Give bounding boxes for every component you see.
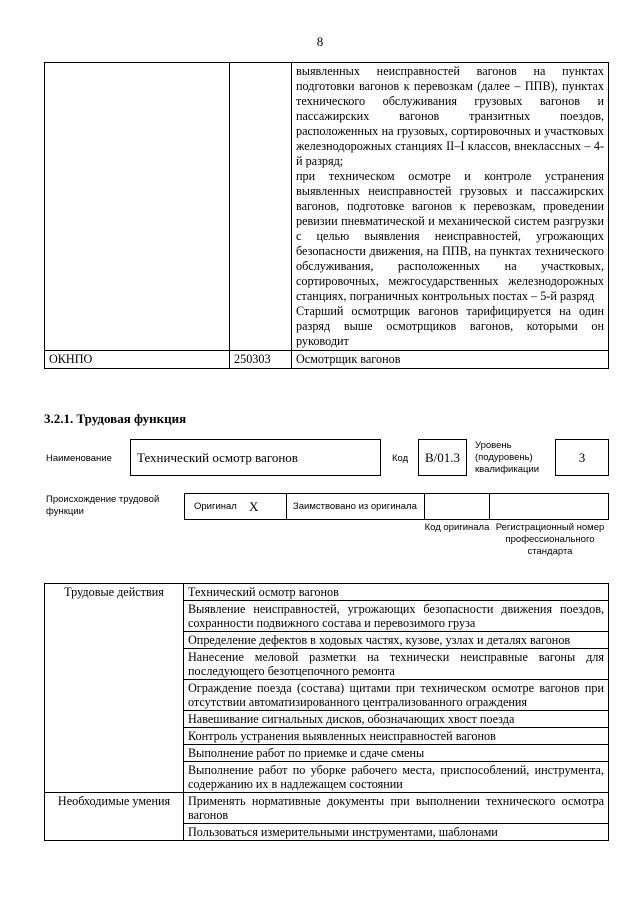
action-item: Определение дефектов в ходовых частях, кузове, узлах и деталях вагонов [184,632,609,649]
action-item: Выполнение работ по уборке рабочего места, приспособлений, инструмента, содержанию их в надлежащем состоянии [184,762,609,793]
action-item: Выявление неисправностей, угрожающих безопасности движения поездов, сохранности подвижного состава и перевозимого груза [184,601,609,632]
code-label: Код [392,453,409,464]
action-item: Выполнение работ по приемке и сдаче смены [184,745,609,762]
action-item: Навешивание сигнальных дисков, обозначающих хвост поезда [184,711,609,728]
skill-item: Применять нормативные документы при выполнении технического осмотра вагонов [184,793,609,824]
table-row [45,63,609,351]
name-box [130,439,381,476]
page-number: 8 [316,34,324,49]
skills-header: Необходимые умения [45,793,184,841]
skill-item: Пользоваться измерительными инструментами, шаблонами [184,824,609,841]
code-original-cell [424,493,490,520]
action-item: Ограждение поезда (состава) щитами при техническом осмотре вагонов при отсутствии автоматизированного централизованного ограждения [184,680,609,711]
action-item: Нанесение меловой разметки на технически неисправные вагоны для последующего безотцепочного ремонта [184,649,609,680]
borrowed-cell [286,493,425,520]
action-item: Контроль устранения выявленных неисправностей вагонов [184,728,609,745]
okpno-code: 250303 [230,351,292,369]
table-cell-empty [45,63,230,351]
code-original-caption: Код оригинала [424,522,490,533]
qualification-table [44,62,609,369]
reg-number-caption: Регистрационный номер профессионального стандарта [495,522,605,557]
description-paragraph: выявленных неисправностей вагонов на пунктах подготовки вагонов к перевозкам (далее – ППВ), пунктах технического обслуживания грузовых вагонов и пассажирских вагонов транзитных поездов, расположенных на грузовых, сортировочных и участковых железнодорожных станциях II–I классов, внеклассных – 4-й разряд; [296,64,604,168]
name-label: Наименование [46,453,112,464]
original-mark: X [249,499,259,514]
level-box [555,439,609,476]
table-row [45,793,609,824]
original-label: Оригинал [194,501,237,512]
origin-label: Происхождение трудовой функции [46,494,160,517]
description-cell [292,63,609,351]
labor-actions-table [44,583,609,841]
table-cell-empty [230,63,292,351]
description-paragraph: при техническом осмотре и контроле устранения выявленных неисправностей грузовых и пассажирских вагонов, подготовке вагонов к перевозкам, проведении ревизии пневматической и механической систем разгрузки с целью выявления неисправностей, угрожающих безопасности движения, на ППВ, на пунктах технического обслуживания, расположенных на участковых, сортировочных, межгосударственных железнодорожных станциях, пограничных контрольных постах – 5-й разряд [296,169,604,303]
reg-number-cell [489,493,609,520]
description-paragraph: Старший осмотрщик вагонов тарифицируется на один разряд выше осмотрщиков вагонов, которыми он руководит [296,304,604,348]
table-row [45,351,609,369]
section-title: 3.2.1. Трудовая функция [44,411,187,426]
borrowed-label: Заимствовано из оригинала [293,501,417,512]
code-box [418,439,467,476]
function-name: Технический осмотр вагонов [137,450,298,465]
okpno-label: ОКНПО [45,351,230,369]
level-value: 3 [578,450,586,465]
actions-header: Трудовые действия [45,584,184,793]
original-cell [184,493,287,520]
function-code: B/01.3 [424,450,461,465]
table-row [45,584,609,601]
okpno-name: Осмотрщик вагонов [292,351,609,369]
level-label: Уровень (подуровень) квалификации [475,440,540,475]
action-item: Технический осмотр вагонов [184,584,609,601]
